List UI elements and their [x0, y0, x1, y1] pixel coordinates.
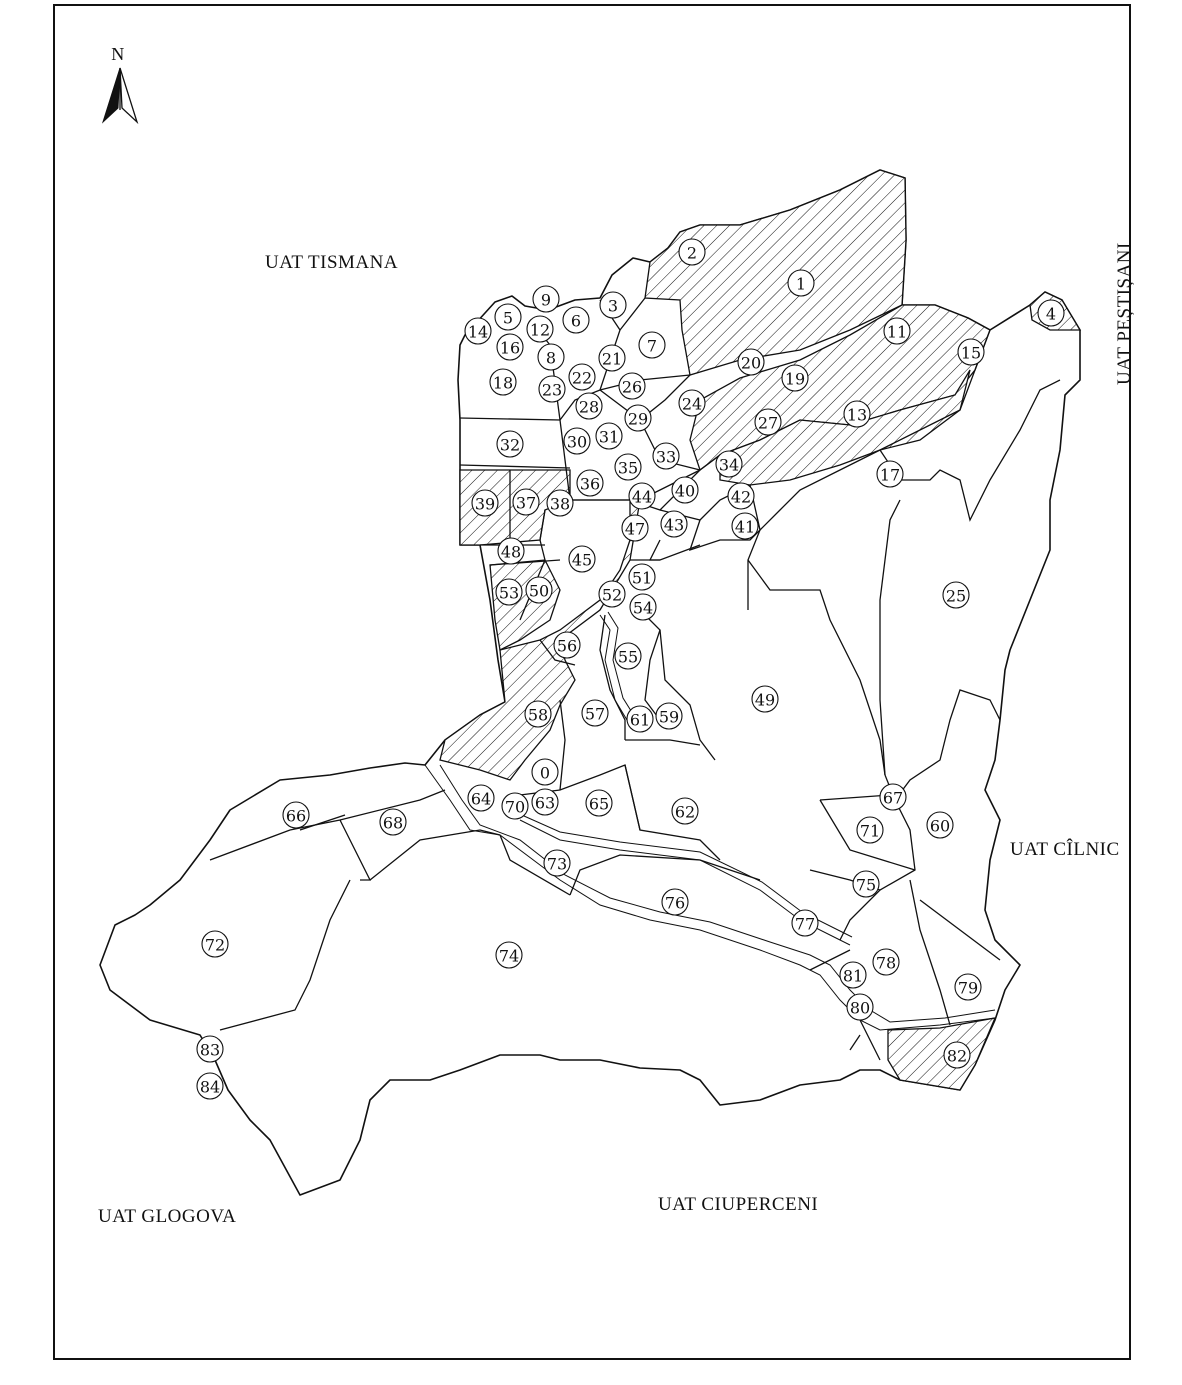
parcel-number: 30 — [566, 432, 588, 452]
parcel-number: 16 — [499, 338, 521, 358]
parcel-label-58 — [525, 701, 551, 727]
parcel-number: 48 — [500, 542, 522, 562]
parcel-label-34 — [716, 451, 742, 477]
parcel-label-64 — [468, 785, 494, 811]
parcel-number: 81 — [842, 966, 864, 986]
parcel-number: 38 — [549, 494, 571, 514]
parcel-label-35 — [615, 454, 641, 480]
parcel-number: 59 — [658, 707, 680, 727]
parcel-label-45 — [569, 546, 595, 572]
parcel-label-47 — [622, 515, 648, 541]
parcel-label-72 — [202, 931, 228, 957]
parcel-label-21 — [599, 345, 625, 371]
parcel-number: 37 — [515, 493, 537, 513]
parcel-label-20 — [738, 349, 764, 375]
parcel-label-9 — [533, 286, 559, 312]
parcel-number: 65 — [588, 794, 610, 814]
parcel-number: 32 — [499, 435, 521, 455]
parcel-number: 76 — [664, 893, 686, 913]
north-label: N — [111, 44, 125, 64]
parcel-number: 51 — [631, 568, 653, 588]
parcel-number: 0 — [539, 763, 551, 783]
parcel-label-70 — [502, 793, 528, 819]
parcel-label-79 — [955, 974, 981, 1000]
parcel-label-53 — [496, 579, 522, 605]
parcel-number: 82 — [946, 1046, 968, 1066]
parcel-label-77 — [792, 910, 818, 936]
parcel-number: 57 — [584, 704, 606, 724]
parcel-number: 19 — [784, 369, 806, 389]
parcel-label-82 — [944, 1042, 970, 1068]
north-arrow-icon — [103, 68, 137, 122]
parcel-number: 47 — [624, 519, 646, 539]
parcel-number: 5 — [502, 308, 514, 328]
parcel-number: 68 — [382, 813, 404, 833]
parcel-label-78 — [873, 949, 899, 975]
parcel-label-44 — [629, 483, 655, 509]
parcel-number: 11 — [886, 322, 908, 342]
parcel-number: 72 — [204, 935, 226, 955]
parcel-label-57 — [582, 700, 608, 726]
parcel-label-8 — [538, 344, 564, 370]
parcel-label-25 — [943, 582, 969, 608]
parcel-number: 53 — [498, 583, 520, 603]
parcel-label-11 — [884, 318, 910, 344]
parcel-label-40 — [672, 477, 698, 503]
parcel-number: 28 — [578, 397, 600, 417]
parcel-number: 22 — [571, 368, 593, 388]
parcel-label-27 — [755, 409, 781, 435]
parcel-number: 42 — [730, 487, 752, 507]
parcel-number: 84 — [199, 1077, 221, 1097]
parcel-number: 49 — [754, 690, 776, 710]
parcel-number: 74 — [498, 946, 520, 966]
parcel-label-62 — [672, 798, 698, 824]
parcel-label-38 — [547, 490, 573, 516]
parcel-label-66 — [283, 802, 309, 828]
parcel-label-23 — [539, 376, 565, 402]
parcel-label-30 — [564, 428, 590, 454]
parcel-number: 64 — [470, 789, 492, 809]
parcel-number: 23 — [541, 380, 563, 400]
parcel-label-5 — [495, 304, 521, 330]
parcel-label-24 — [679, 390, 705, 416]
parcel-number: 20 — [740, 353, 762, 373]
parcel-label-61 — [627, 706, 653, 732]
parcel-number: 77 — [794, 914, 816, 934]
parcel-number: 21 — [601, 349, 623, 369]
parcel-number: 45 — [571, 550, 593, 570]
parcel-label-67 — [880, 784, 906, 810]
parcel-label-6 — [563, 307, 589, 333]
parcel-label-31 — [596, 423, 622, 449]
parcel-label-33 — [653, 443, 679, 469]
parcel-number: 6 — [570, 311, 582, 331]
parcel-number: 63 — [534, 793, 556, 813]
parcel-number: 25 — [945, 586, 967, 606]
parcel-number: 15 — [960, 343, 982, 363]
parcel-label-75 — [853, 871, 879, 897]
parcel-label-76 — [662, 889, 688, 915]
parcel-label-18 — [490, 369, 516, 395]
parcel-number: 34 — [718, 455, 740, 475]
parcel-number: 2 — [686, 243, 698, 263]
zone-82 — [888, 1018, 995, 1090]
parcel-number: 55 — [617, 647, 639, 667]
parcel-label-0 — [532, 759, 558, 785]
parcel-label-19 — [782, 365, 808, 391]
parcel-number: 66 — [285, 806, 307, 826]
parcel-number: 70 — [504, 797, 526, 817]
parcel-label-39 — [472, 490, 498, 516]
parcel-number: 44 — [631, 487, 653, 507]
parcel-label-42 — [728, 483, 754, 509]
parcel-number: 73 — [546, 854, 568, 874]
parcel-number: 43 — [663, 515, 685, 535]
parcel-number: 36 — [579, 474, 601, 494]
parcel-number: 18 — [492, 373, 514, 393]
parcel-label-26 — [619, 373, 645, 399]
parcel-label-65 — [586, 790, 612, 816]
parcel-label-13 — [844, 401, 870, 427]
parcel-number: 62 — [674, 802, 696, 822]
parcel-number: 3 — [607, 296, 619, 316]
parcel-label-12 — [527, 316, 553, 342]
parcel-number: 61 — [629, 710, 651, 730]
parcel-number: 4 — [1045, 304, 1057, 324]
parcel-label-52 — [599, 581, 625, 607]
parcel-label-68 — [380, 809, 406, 835]
parcel-number: 1 — [795, 274, 807, 294]
neighbor-label-cilnic: UAT CÎLNIC — [1010, 839, 1120, 860]
parcel-number: 9 — [540, 290, 552, 310]
parcel-label-37 — [513, 489, 539, 515]
parcel-number: 39 — [474, 494, 496, 514]
parcel-label-2 — [679, 239, 705, 265]
parcel-label-16 — [497, 334, 523, 360]
parcel-label-48 — [498, 538, 524, 564]
parcel-number: 52 — [601, 585, 623, 605]
parcel-label-28 — [576, 393, 602, 419]
parcel-number: 31 — [598, 427, 620, 447]
parcel-label-60 — [927, 812, 953, 838]
parcel-label-83 — [197, 1036, 223, 1062]
parcel-label-81 — [840, 962, 866, 988]
parcel-number: 29 — [627, 409, 649, 429]
parcel-label-56 — [554, 632, 580, 658]
parcel-number: 41 — [734, 517, 756, 537]
parcel-label-1 — [788, 270, 814, 296]
parcel-label-74 — [496, 942, 522, 968]
parcel-number: 27 — [757, 413, 779, 433]
parcel-number: 7 — [646, 336, 658, 356]
parcel-number: 17 — [879, 465, 901, 485]
parcel-number: 83 — [199, 1040, 221, 1060]
parcel-number: 35 — [617, 458, 639, 478]
parcel-label-3 — [600, 292, 626, 318]
parcel-number: 14 — [467, 322, 489, 342]
parcel-label-22 — [569, 364, 595, 390]
parcel-label-32 — [497, 431, 523, 457]
parcel-label-50 — [526, 577, 552, 603]
parcel-number: 75 — [855, 875, 877, 895]
parcel-number: 60 — [929, 816, 951, 836]
parcel-number: 12 — [529, 320, 551, 340]
parcel-number: 26 — [621, 377, 643, 397]
parcel-label-55 — [615, 643, 641, 669]
parcel-label-54 — [630, 594, 656, 620]
parcel-label-4 — [1038, 300, 1064, 326]
parcel-number: 79 — [957, 978, 979, 998]
parcel-label-59 — [656, 703, 682, 729]
parcel-number: 13 — [846, 405, 868, 425]
parcel-label-71 — [857, 817, 883, 843]
neighbor-label-ciuperceni: UAT CIUPERCENI — [658, 1194, 819, 1215]
parcel-number: 50 — [528, 581, 550, 601]
parcel-number: 56 — [556, 636, 578, 656]
parcel-number: 24 — [681, 394, 703, 414]
parcel-number: 54 — [632, 598, 654, 618]
parcel-label-51 — [629, 564, 655, 590]
parcel-label-43 — [661, 511, 687, 537]
neighbor-label-tismana: UAT TISMANA — [265, 252, 399, 273]
parcel-label-14 — [465, 318, 491, 344]
neighbor-label-glogova: UAT GLOGOVA — [98, 1206, 237, 1227]
parcel-label-49 — [752, 686, 778, 712]
parcel-number: 8 — [545, 348, 557, 368]
parcel-number: 78 — [875, 953, 897, 973]
parcel-number: 58 — [527, 705, 549, 725]
parcel-label-80 — [847, 994, 873, 1020]
parcel-label-73 — [544, 850, 570, 876]
parcel-number: 71 — [859, 821, 881, 841]
parcel-label-17 — [877, 461, 903, 487]
parcel-label-7 — [639, 332, 665, 358]
parcel-number: 67 — [882, 788, 904, 808]
parcel-number: 80 — [849, 998, 871, 1018]
parcel-label-29 — [625, 405, 651, 431]
neighbor-label-pestisani: UAT PEȘTIȘANI — [1114, 242, 1135, 385]
parcel-label-84 — [197, 1073, 223, 1099]
parcel-number: 40 — [674, 481, 696, 501]
parcel-number: 33 — [655, 447, 677, 467]
parcel-label-36 — [577, 470, 603, 496]
parcel-label-15 — [958, 339, 984, 365]
parcel-label-63 — [532, 789, 558, 815]
parcel-label-41 — [732, 513, 758, 539]
